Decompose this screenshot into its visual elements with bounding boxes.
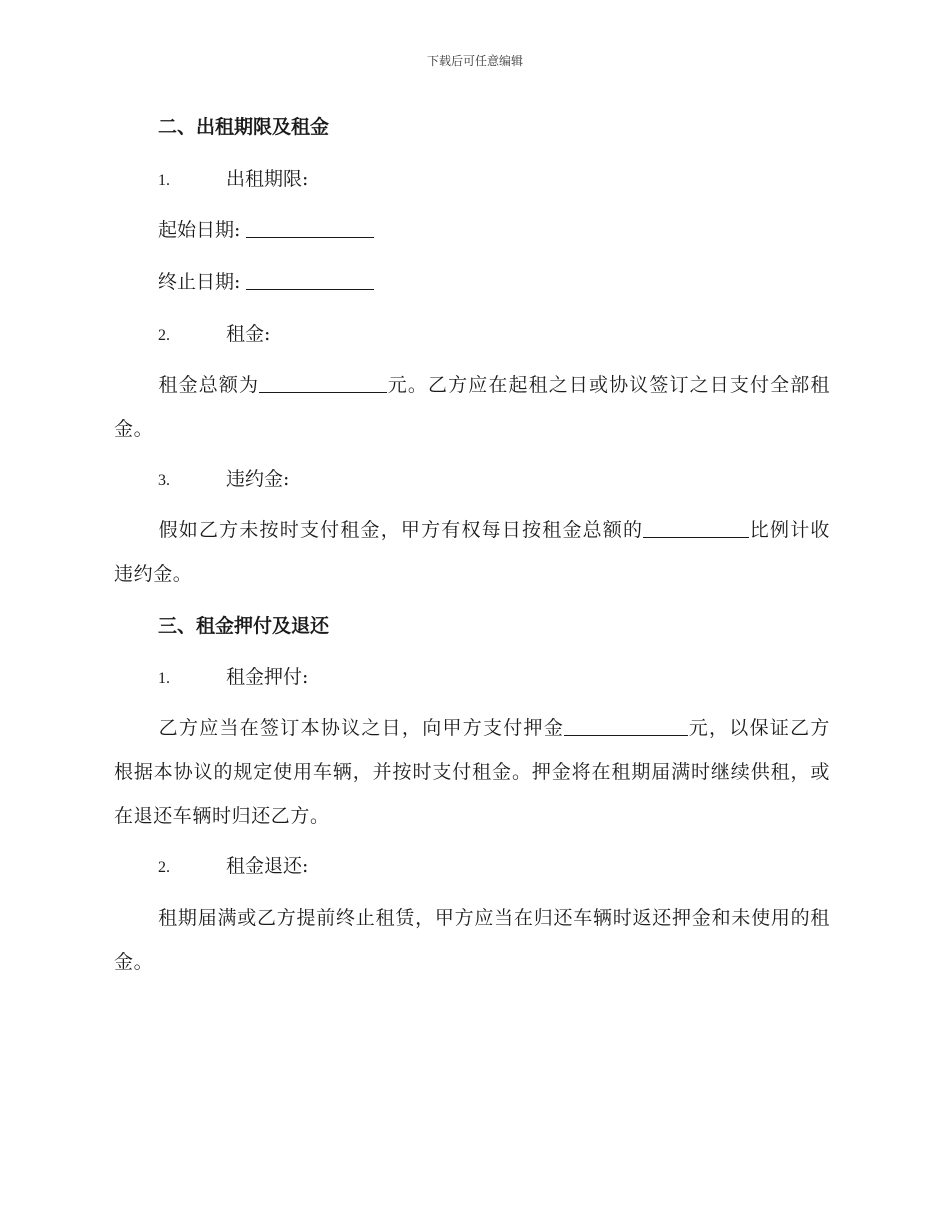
item-label: 出租期限:	[226, 168, 309, 190]
item-label: 租金押付:	[226, 666, 309, 688]
item-number: 1.	[158, 670, 170, 687]
refund-paragraph	[114, 896, 830, 984]
item-number: 2.	[158, 327, 170, 344]
rent-text-after: 元。乙方应在起租之日或协议签订之日支付全部租金。	[114, 374, 830, 440]
item-number: 2.	[158, 859, 170, 876]
penalty-ratio-blank[interactable]	[643, 516, 749, 538]
end-date-blank[interactable]	[246, 268, 374, 290]
rent-amount-blank[interactable]	[259, 371, 387, 393]
item-label: 租金退还:	[226, 855, 309, 877]
refund-text: 租期届满或乙方提前终止租赁，甲方应当在归还车辆时返还押金和未使用的租金。	[114, 907, 830, 973]
item-3-1	[158, 662, 308, 694]
section-3-title: 三、租金押付及退还	[158, 615, 330, 637]
start-date-label: 起始日期:	[158, 219, 241, 241]
end-date-label: 终止日期:	[158, 271, 241, 293]
start-date-blank[interactable]	[246, 216, 374, 238]
deposit-amount-blank[interactable]	[564, 714, 688, 736]
deposit-text-after: 元，以保证乙方根据本协议的规定使用车辆，并按时支付租金。押金将在租期届满时继续供租，或在退还车辆时归还乙方。	[114, 717, 830, 827]
deposit-text-before: 乙方应当在签订本协议之日，向甲方支付押金	[158, 717, 565, 739]
penalty-text-after: 比例计收违约金。	[114, 519, 830, 585]
item-number: 3.	[158, 472, 170, 489]
section-2-title: 二、出租期限及租金	[158, 116, 330, 138]
item-2-1	[158, 164, 308, 196]
item-3-2	[158, 851, 308, 883]
item-number: 1.	[158, 172, 170, 189]
deposit-paragraph	[114, 706, 830, 838]
item-2-3	[158, 464, 289, 496]
rent-text-before: 租金总额为	[158, 374, 260, 396]
penalty-text-before: 假如乙方未按时支付租金，甲方有权每日按租金总额的	[158, 519, 644, 541]
item-label: 租金:	[226, 323, 271, 345]
page-header: 下载后可任意编辑	[426, 54, 523, 68]
item-label: 违约金:	[226, 468, 290, 490]
end-date-row	[158, 267, 374, 297]
rent-paragraph	[114, 363, 830, 451]
penalty-paragraph	[114, 508, 830, 596]
start-date-row	[158, 215, 374, 245]
item-2-2	[158, 319, 270, 351]
